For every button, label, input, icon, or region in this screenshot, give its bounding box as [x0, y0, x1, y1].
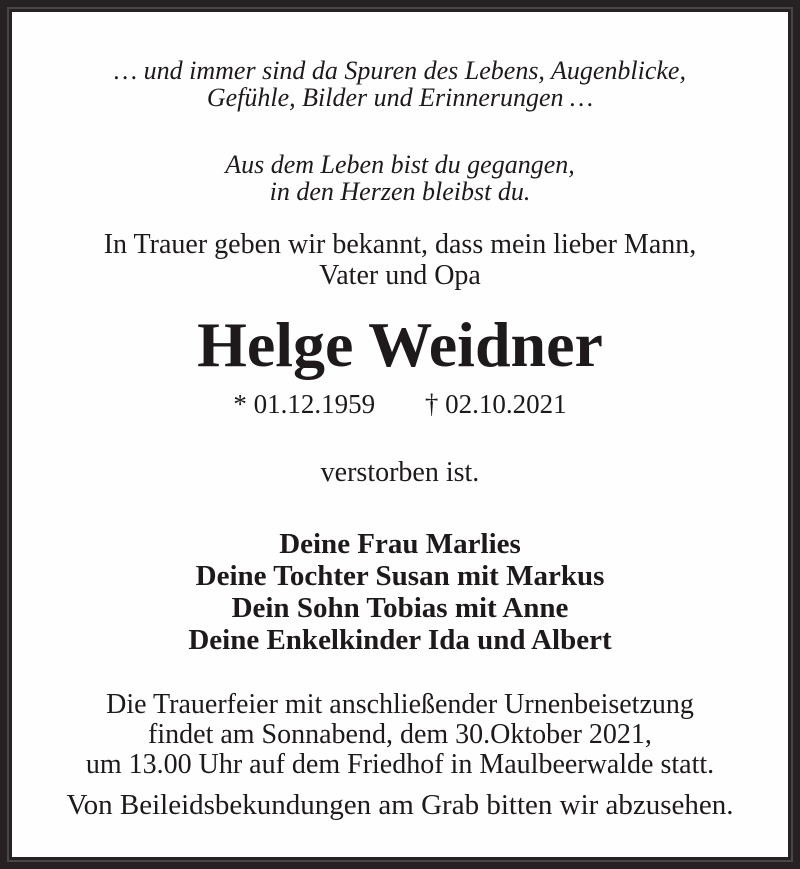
farewell-quote: [225, 151, 575, 205]
funeral-line-2: findet am Sonnabend, dem 30.Oktober 2021,: [148, 719, 652, 750]
deceased-name: Helge Weidner: [197, 309, 603, 380]
mourner-line: Deine Enkelkinder Ida und Albert: [188, 624, 612, 656]
memorial-quote-line-1: … und immer sind da Spuren des Lebens, Augenblicke,: [114, 56, 686, 85]
funeral-details: [86, 690, 714, 780]
announcement-line-1: In Trauer geben wir bekannt, dass mein lieber Mann,: [103, 229, 697, 260]
death-date: † 02.10.2021: [424, 389, 567, 419]
funeral-line-1: Die Trauerfeier mit anschließender Urnenbeisetzung: [106, 689, 694, 720]
notice-content: [9, 9, 791, 860]
mourner-line: Deine Frau Marlies: [279, 528, 521, 560]
announcement-text: [104, 229, 697, 291]
condolence-note: Von Beileidsbekundungen am Grab bitten wir abzusehen.: [66, 789, 734, 821]
deceased-note: verstorben ist.: [320, 457, 480, 488]
farewell-quote-line-1: Aus dem Leben bist du gegangen,: [225, 150, 575, 179]
frame-pinstripe: [7, 7, 793, 862]
birth-date: * 01.12.1959: [233, 389, 376, 419]
memorial-quote: [114, 57, 686, 111]
memorial-quote-line-2: Gefühle, Bilder und Erinnerungen …: [206, 83, 594, 112]
mourners-list: [188, 528, 611, 656]
life-dates: [233, 389, 566, 419]
mourner-line: Dein Sohn Tobias mit Anne: [231, 592, 569, 624]
funeral-line-3: um 13.00 Uhr auf dem Friedhof in Maulbeerwalde statt.: [85, 749, 715, 780]
farewell-quote-line-2: in den Herzen bleibst du.: [269, 177, 531, 206]
announcement-line-2: Vater und Opa: [319, 260, 481, 291]
mourner-line: Deine Tochter Susan mit Markus: [195, 560, 605, 592]
